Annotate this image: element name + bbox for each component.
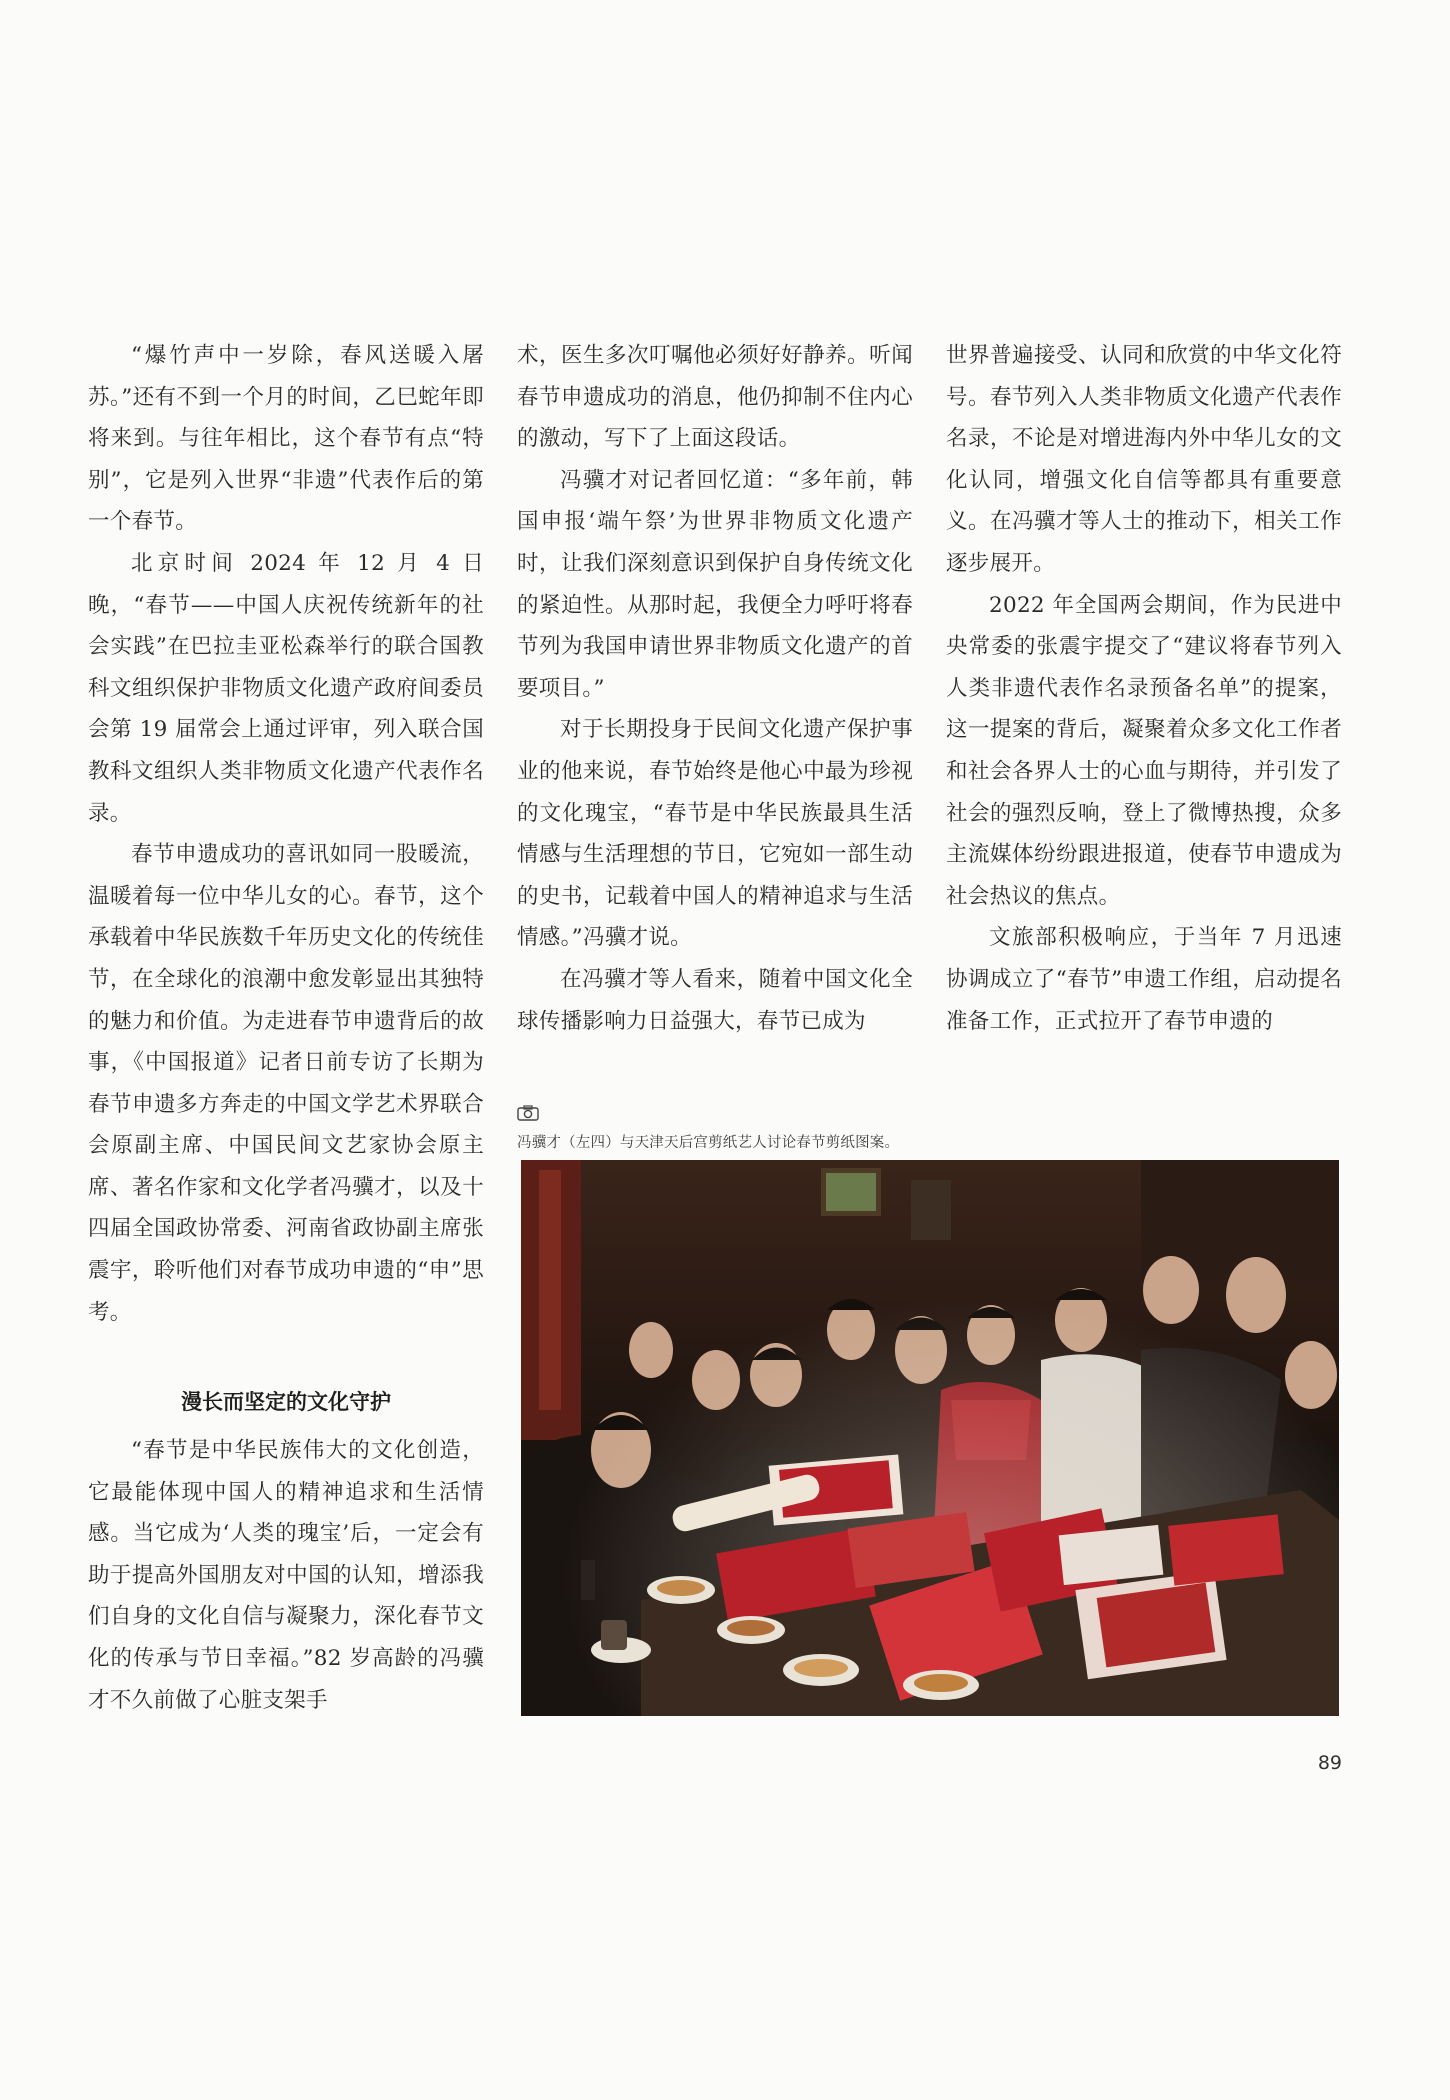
paragraph: “爆竹声中一岁除，春风送暖入屠苏。”还有不到一个月的时间，乙巳蛇年即将来到。与往年相比，这个春节有点“特别”，它是列入世界“非遗”代表作后的第一个春节。 [88,343,484,535]
article-column-1-lower [88,1430,484,1721]
paragraph: 冯骥才对记者回忆道：“多年前，韩国申报‘端午祭’为世界非物质文化遗产时，让我们深刻意识到保护自身传统文化的紧迫性。从那时起，我便全力呼吁将春节列为我国申请世界非物质文化遗产的首要项目。” [517,467,913,701]
page-number: 89 [1317,1752,1342,1774]
photo-scene [521,1160,1339,1716]
paragraph: “春节是中华民族伟大的文化创造，它最能体现中国人的精神追求和生活情感。当它成为‘人类的瑰宝’后，一定会有助于提高外国朋友对中国的认知，增添我们自身的文化自信与凝聚力，深化春节文化的传承与节日幸福。”82 岁高龄的冯骥才不久前做了心脏支架手 [88,1438,484,1713]
paragraph: 术，医生多次叮嘱他必须好好静养。听闻春节申遗成功的消息，他仍抑制不住内心的激动，写下了上面这段话。 [517,343,913,452]
article-photo [521,1160,1339,1716]
article-column-2 [517,335,913,1042]
article-column-3 [946,335,1342,1042]
section-heading: 漫长而坚定的文化守护 [181,1390,391,1414]
paragraph: 春节申遗成功的喜讯如同一股暖流，温暖着每一位中华儿女的心。春节，这个承载着中华民族数千年历史文化的传统佳节，在全球化的浪潮中愈发彰显出其独特的魅力和价值。为走进春节申遗背后的故事，《中国报道》记者日前专访了长期为春节申遗多方奔走的中国文学艺术界联合会原副主席、中国民间文艺家协会原主席、著名作家和文化学者冯骥才，以及十四届全国政协常委、河南省政协副主席张震宇，聆听他们对春节成功申遗的“申”思考。 [88,842,484,1325]
camera-icon [517,1105,539,1121]
article-column-1 [88,335,484,1333]
paragraph: 文旅部积极响应，于当年 7 月迅速协调成立了“春节”申遗工作组，启动提名准备工作，正式拉开了春节申遗的 [946,925,1342,1034]
paragraph: 对于长期投身于民间文化遗产保护事业的他来说，春节始终是他心中最为珍视的文化瑰宝，“春节是中华民族最具生活情感与生活理想的节日，它宛如一部生动的史书，记载着中国人的精神追求与生活情感。”冯骥才说。 [517,717,913,951]
paragraph: 北京时间 2024 年 12 月 4 日晚，“春节——中国人庆祝传统新年的社会实践”在巴拉圭亚松森举行的联合国教科文组织保护非物质文化遗产政府间委员会第 19 届常会上通过评审，列入联合国教科文组织人类非物质文化遗产代表作名录。 [88,550,484,826]
paragraph: 2022 年全国两会期间，作为民进中央常委的张震宇提交了“建议将春节列入人类非遗代表作名录预备名单”的提案，这一提案的背后，凝聚着众多文化工作者和社会各界人士的心血与期待，并引发了社会的强烈反响，登上了微博热搜，众多主流媒体纷纷跟进报道，使春节申遗成为社会热议的焦点。 [946,592,1342,909]
photo-caption: 冯骥才（左四）与天津天后宫剪纸艺人讨论春节剪纸图案。 [517,1135,900,1151]
paragraph: 世界普遍接受、认同和欣赏的中华文化符号。春节列入人类非物质文化遗产代表作名录，不论是对增进海内外中华儿女的文化认同，增强文化自信等都具有重要意义。在冯骥才等人士的推动下，相关工作逐步展开。 [946,343,1342,576]
paragraph: 在冯骥才等人看来，随着中国文化全球传播影响力日益强大，春节已成为 [517,966,913,1034]
